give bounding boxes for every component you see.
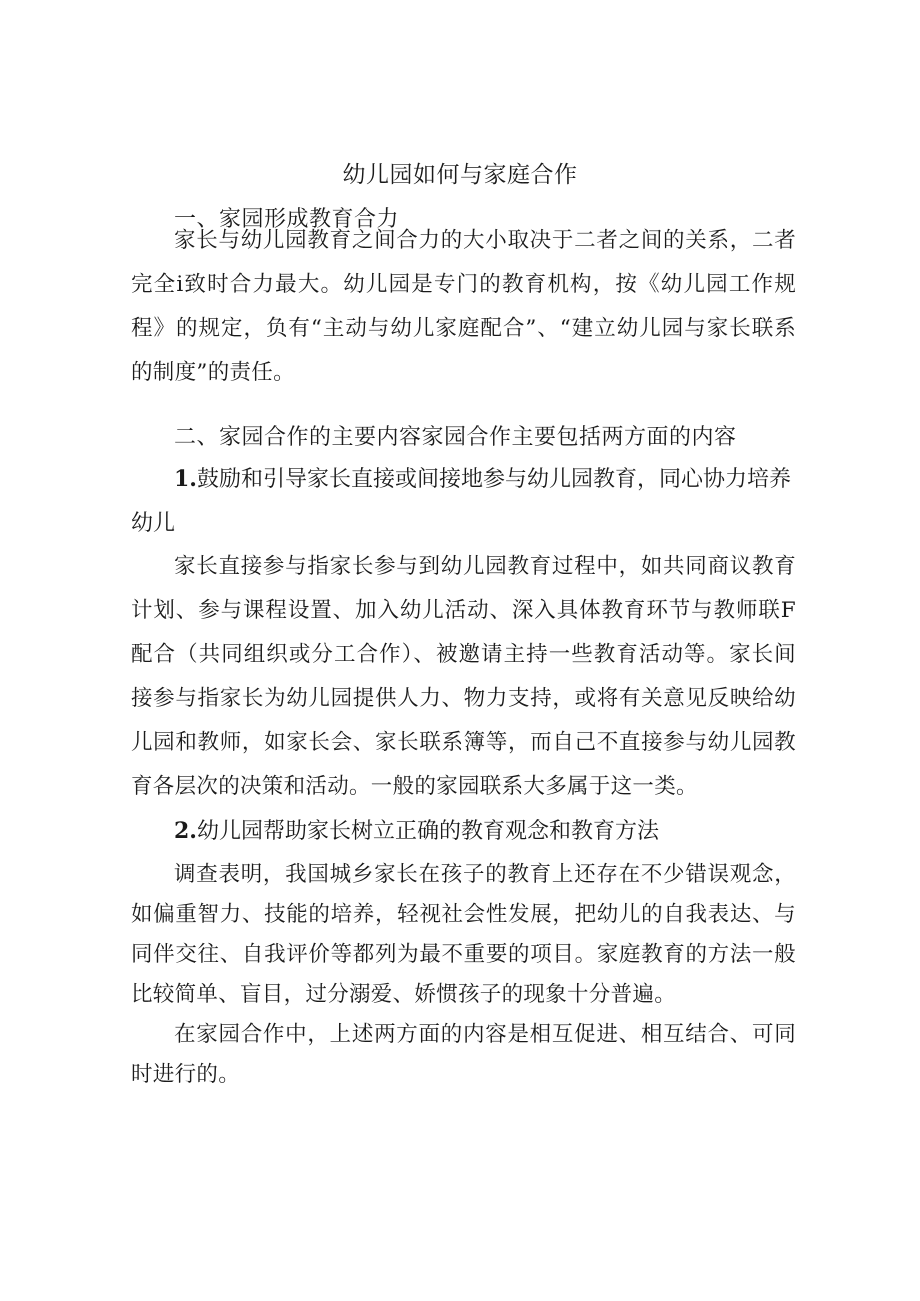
item-2-heading-text: 幼儿园帮助家长树立正确的教育观念和教育方法 (196, 819, 659, 844)
item-1-heading (131, 457, 796, 546)
item-2-number: 2. (174, 818, 197, 844)
item-2-heading (131, 809, 796, 854)
document-title: 幼儿园如何与家庭合作 (342, 162, 578, 188)
item-1-number: 1. (174, 466, 197, 492)
conclusion-paragraph: 在家园合作中，上述两方面的内容是相互促进、相互结合、可同时进行的。 (131, 1022, 796, 1087)
item-2-paragraph: 调查表明，我国城乡家长在孩子的教育上还存在不少错误观念，如偏重智力、技能的培养，轻视社会性发展，把幼儿的自我表达、与同伴交往、自我评价等都列为最不重要的项目。家庭教育的方法一般比较简单、盲目，过分溺爱、娇惯孩子的现象十分普遍。 (131, 862, 796, 1007)
item-1-paragraph: 家长直接参与指家长参与到幼儿园教育过程中，如共同商议教育计划、参与课程设置、加入幼儿活动、深入具体教育环节与教师联F配合（共同组织或分工合作）、被邀请主持一些教育活动等。家长间接参与指家长为幼儿园提供人力、物力支持，或将有关意见反映给幼儿园和教师，如家长会、家长联系簿等，而自己不直接参与幼儿园教育各层次的决策和活动。一般的家园联系大多属于这一类。 (131, 554, 796, 799)
section-1-heading: 一、家园形成教育合力 (174, 207, 400, 232)
section-1-paragraph: 家长与幼儿园教育之间合力的大小取决于二者之间的关系，二者完全i致时合力最大。幼儿园是专门的教育机构，按《幼儿园工作规程》的规定，负有“主动与幼儿家庭配合”、“建立幼儿园与家长联系的制度”的责任。 (131, 228, 796, 385)
section-2-heading: 二、家园合作的主要内容家园合作主要包括两方面的内容 (174, 425, 737, 450)
item-1-heading-text: 鼓励和引导家长直接或间接地参与幼儿园教育，同心协力培养幼儿 (131, 467, 791, 536)
